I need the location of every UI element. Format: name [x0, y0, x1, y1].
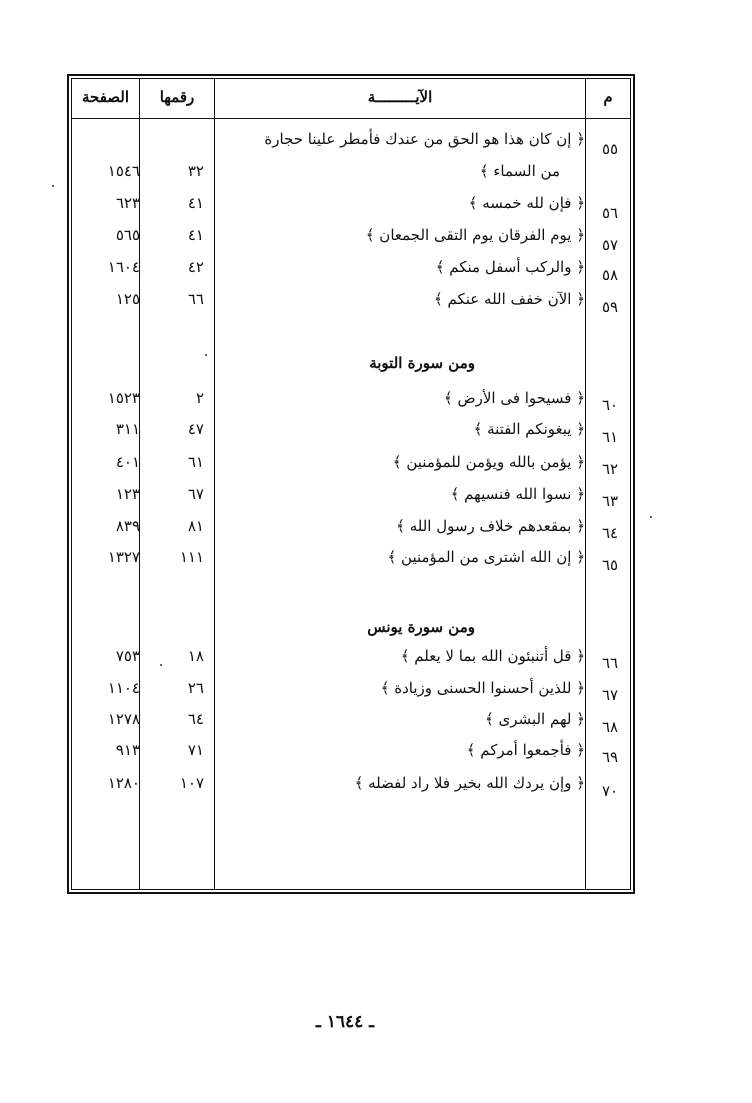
table-row-page: ١٥٤٦ — [107, 162, 140, 180]
table-row-ayah: ﴿ قل أتنبئون الله بما لا يعلم ﴾ — [400, 647, 585, 665]
table-row-page: ١١٠٤ — [107, 679, 140, 697]
table-row-index: ٦٣ — [601, 492, 619, 510]
table-row-page: ٤٠١ — [115, 453, 140, 471]
table-row-ayah: ﴿ للذين أحسنوا الحسنى وزيادة ﴾ — [380, 679, 585, 697]
scan-speck — [205, 354, 207, 356]
table-row-index: ٦٤ — [601, 524, 619, 542]
table-row-index: ٥٨ — [601, 266, 619, 284]
table-row-index: ٦٠ — [601, 396, 619, 414]
table-row-number: ٦١ — [187, 453, 204, 471]
table-row-page: ١٢٨٠ — [107, 774, 140, 792]
table-row-page: ١٢٣ — [115, 485, 140, 503]
table-row-ayah: ﴿ الآن خفف الله عنكم ﴾ — [433, 290, 585, 308]
table-row-ayah: ﴿ يوم الفرقان يوم التقى الجمعان ﴾ — [365, 226, 585, 244]
table-row-page: ١٦٠٤ — [107, 258, 140, 276]
header-number: رقمها — [159, 88, 195, 106]
table-row-number: ٣٢ — [187, 162, 204, 180]
table-row-index: ٦٩ — [601, 748, 619, 766]
table-row-page: ١٥٢٣ — [107, 389, 140, 407]
table-row-ayah: ﴿ إن الله اشترى من المؤمنين ﴾ — [387, 548, 585, 566]
table-row-page: ٨٣٩ — [115, 517, 140, 535]
table-row-page: ٩١٣ — [115, 741, 140, 759]
table-row-index: ٦٨ — [601, 718, 619, 736]
table-row-ayah: ﴿ فسيحوا فى الأرض ﴾ — [443, 389, 585, 407]
table-row-ayah: ﴿ لهم البشرى ﴾ — [484, 710, 585, 728]
table-row-ayah: ﴿ وإن يردك الله بخير فلا راد لفضله ﴾ — [354, 774, 585, 792]
table-row-ayah: ﴿ نسوا الله فنسيهم ﴾ — [450, 485, 585, 503]
table-row-number: ٨١ — [187, 517, 204, 535]
table-row-ayah: ﴿ إن كان هذا هو الحق من عندك فأمطر علينا حجارة — [264, 130, 585, 148]
table-row-ayah: ﴿ فإن لله خمسه ﴾ — [468, 194, 585, 212]
table-row-page: ١٢٥ — [115, 290, 140, 308]
table-row-ayah: ﴿ والركب أسفل منكم ﴾ — [435, 258, 585, 276]
table-row-index: ٥٩ — [601, 298, 619, 316]
table-row-number: ٤١ — [187, 194, 204, 212]
table-row-index: ٦٦ — [601, 654, 619, 672]
table-row-page: ٦٢٣ — [115, 194, 140, 212]
table-row-index: ٦١ — [601, 428, 619, 446]
table-row-number: ٧١ — [187, 741, 204, 759]
table-row-index: ٦٥ — [601, 556, 619, 574]
table-row-number: ٦٤ — [187, 710, 204, 728]
table-row-index: ٥٦ — [601, 204, 619, 222]
table-row-ayah: ﴿ يبغونكم الفتنة ﴾ — [473, 420, 585, 438]
header-page: الصفحة — [81, 88, 130, 106]
table-row-index: ٥٥ — [601, 140, 619, 158]
scan-speck — [52, 185, 54, 187]
table-row-ayah: ﴿ فأجمعوا أمركم ﴾ — [466, 741, 585, 759]
table-row-number: ١٠٧ — [179, 774, 204, 792]
table-row-number: ٢ — [195, 389, 204, 407]
header-m: م — [603, 88, 613, 106]
table-row-page: ٣١١ — [115, 420, 140, 438]
scan-speck — [650, 516, 652, 518]
page-number: ـ ١٦٤٤ ـ — [315, 1012, 375, 1032]
table-row-page: ٥٦٥ — [115, 226, 140, 244]
table-row-ayah: ﴿ يؤمن بالله ويؤمن للمؤمنين ﴾ — [392, 453, 585, 471]
table-row-ayah: ﴿ بمقعدهم خلاف رسول الله ﴾ — [396, 517, 585, 535]
table-row-index: ٥٧ — [601, 236, 619, 254]
table-row-number: ٢٦ — [187, 679, 204, 697]
table-row-index: ٦٢ — [601, 460, 619, 478]
table-row-number: ٤٧ — [187, 420, 204, 438]
table-row-number: ٦٦ — [187, 290, 204, 308]
table-row-number: ١٨ — [187, 647, 204, 665]
table-row-ayah: من السماء ﴾ — [479, 162, 560, 180]
surah-heading-tawbah: ومن سورة التوبة — [369, 354, 475, 372]
table-row-page: ١٢٧٨ — [107, 710, 140, 728]
table-row-page: ١٣٢٧ — [107, 548, 140, 566]
surah-heading-yunus: ومن سورة يونس — [367, 618, 475, 636]
scan-speck — [160, 664, 162, 666]
table-row-number: ١١١ — [179, 548, 204, 566]
table-row-index: ٦٧ — [601, 686, 619, 704]
table-row-index: ٧٠ — [601, 782, 619, 800]
table-row-number: ٤١ — [187, 226, 204, 244]
table-row-page: ٧٥٣ — [115, 647, 140, 665]
table-row-number: ٤٢ — [187, 258, 204, 276]
table-row-number: ٦٧ — [187, 485, 204, 503]
header-ayah: الآيـــــــــة — [367, 88, 433, 106]
